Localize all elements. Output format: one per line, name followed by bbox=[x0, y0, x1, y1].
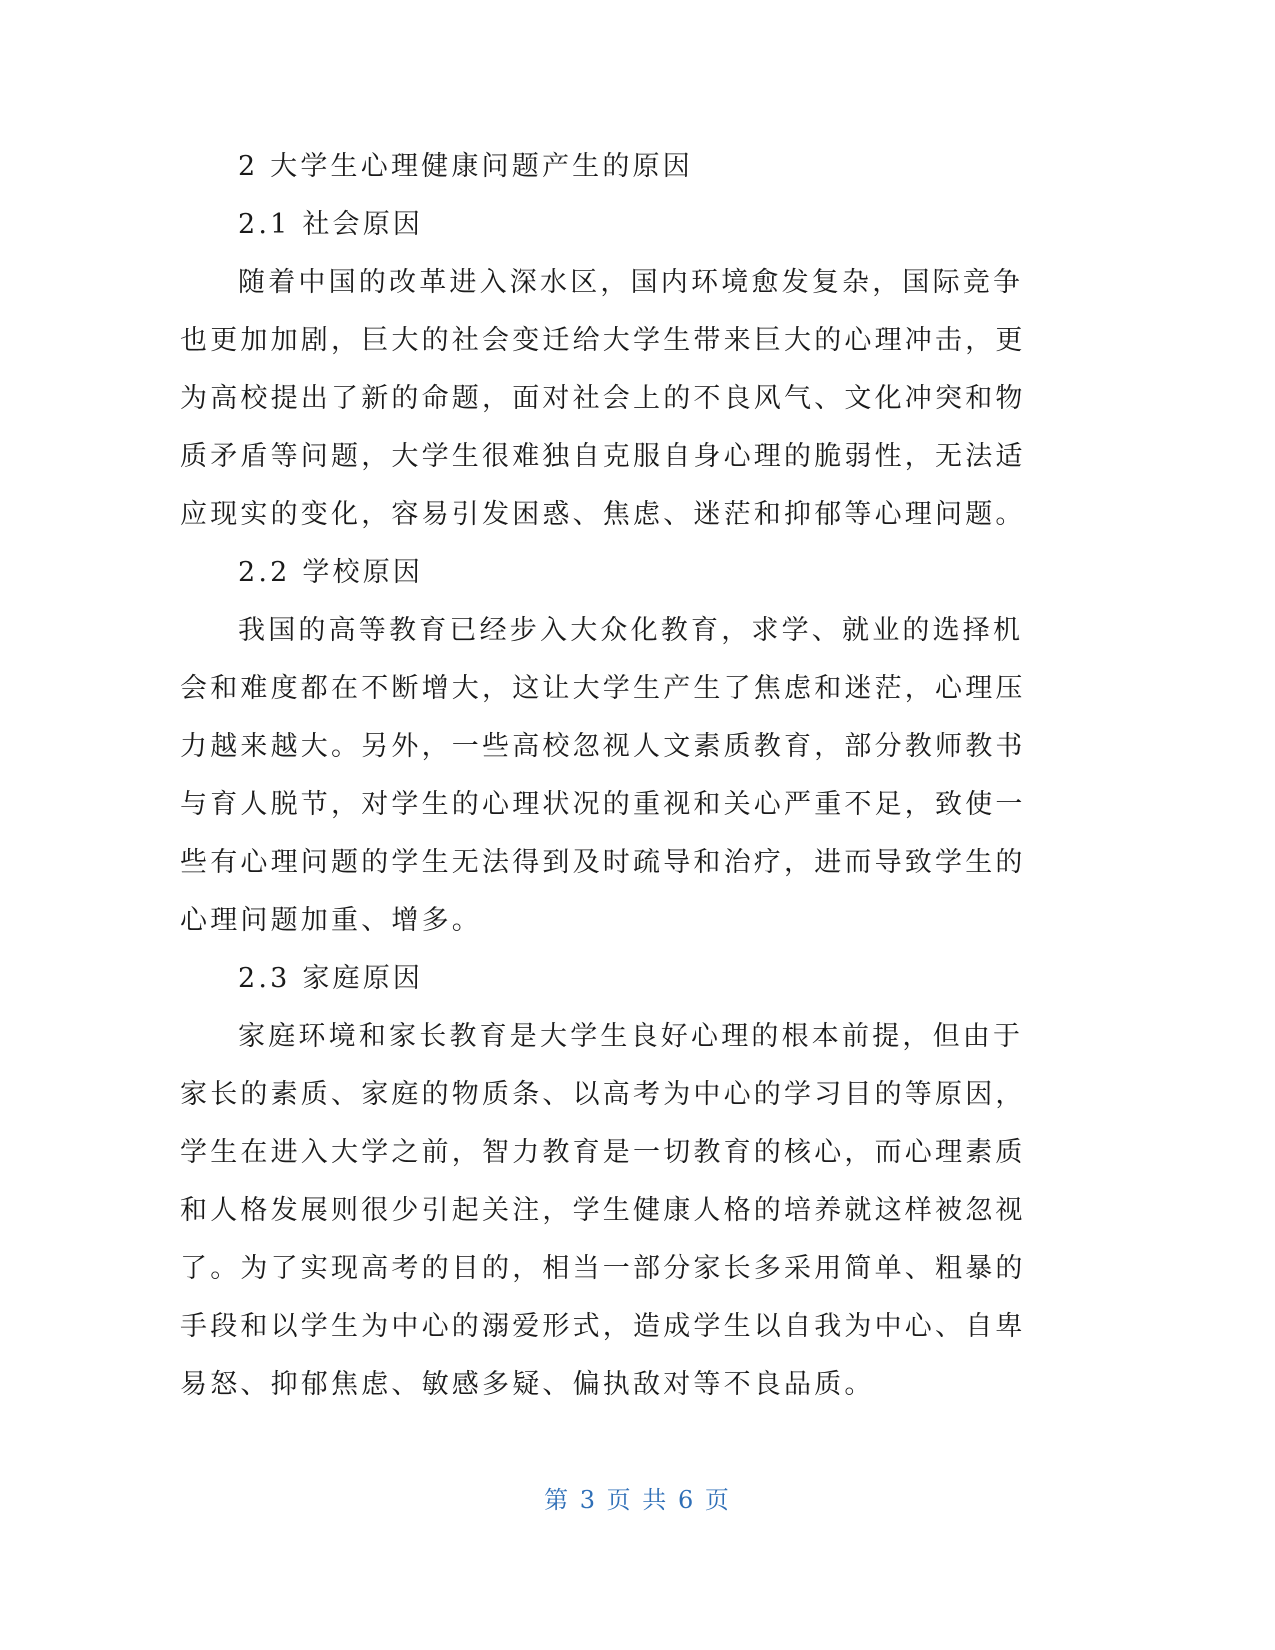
chapter-heading: 2 大学生心理健康问题产生的原因 bbox=[238, 151, 693, 182]
paragraph-line: 质矛盾等问题，大学生很难独自克服自身心理的脆弱性，无法适 bbox=[180, 441, 1026, 472]
paragraph-line: 学生在进入大学之前，智力教育是一切教育的核心，而心理素质 bbox=[180, 1137, 1026, 1168]
page-number-footer: 第 3 页 共 6 页 bbox=[544, 1486, 731, 1514]
paragraph-line: 为高校提出了新的命题，面对社会上的不良风气、文化冲突和物 bbox=[180, 383, 1026, 414]
paragraph-line: 会和难度都在不断增大，这让大学生产生了焦虑和迷茫，心理压 bbox=[180, 673, 1026, 704]
paragraph-line: 手段和以学生为中心的溺爱形式，造成学生以自我为中心、自卑 bbox=[180, 1311, 1026, 1342]
paragraph-line: 了。为了实现高考的目的，相当一部分家长多采用简单、粗暴的 bbox=[180, 1253, 1026, 1284]
paragraph-line: 和人格发展则很少引起关注，学生健康人格的培养就这样被忽视 bbox=[180, 1195, 1026, 1226]
paragraph-line: 与育人脱节，对学生的心理状况的重视和关心严重不足，致使一 bbox=[180, 789, 1026, 820]
paragraph-line: 心理问题加重、增多。 bbox=[180, 905, 482, 936]
paragraph-line: 易怒、抑郁焦虑、敏感多疑、偏执敌对等不良品质。 bbox=[180, 1369, 875, 1400]
paragraph-line: 也更加加剧，巨大的社会变迁给大学生带来巨大的心理冲击，更 bbox=[180, 325, 1026, 356]
document-body bbox=[180, 138, 1026, 1414]
paragraph-line: 些有心理问题的学生无法得到及时疏导和治疗，进而导致学生的 bbox=[180, 847, 1026, 878]
paragraph-line: 力越来越大。另外，一些高校忽视人文素质教育，部分教师教书 bbox=[180, 731, 1026, 762]
paragraph-line: 家长的素质、家庭的物质条、以高考为中心的学习目的等原因， bbox=[180, 1079, 1026, 1110]
paragraph-line: 家庭环境和家长教育是大学生良好心理的根本前提，但由于 bbox=[238, 1021, 1024, 1052]
paragraph-line: 随着中国的改革进入深水区，国内环境愈发复杂，国际竞争 bbox=[238, 267, 1024, 298]
section-heading-social: 2.1 社会原因 bbox=[238, 209, 424, 240]
paragraph-line: 我国的高等教育已经步入大众化教育，求学、就业的选择机 bbox=[238, 615, 1024, 646]
section-heading-family: 2.3 家庭原因 bbox=[238, 963, 424, 994]
section-heading-school: 2.2 学校原因 bbox=[238, 557, 424, 588]
paragraph-line: 应现实的变化，容易引发困惑、焦虑、迷茫和抑郁等心理问题。 bbox=[180, 499, 1026, 530]
